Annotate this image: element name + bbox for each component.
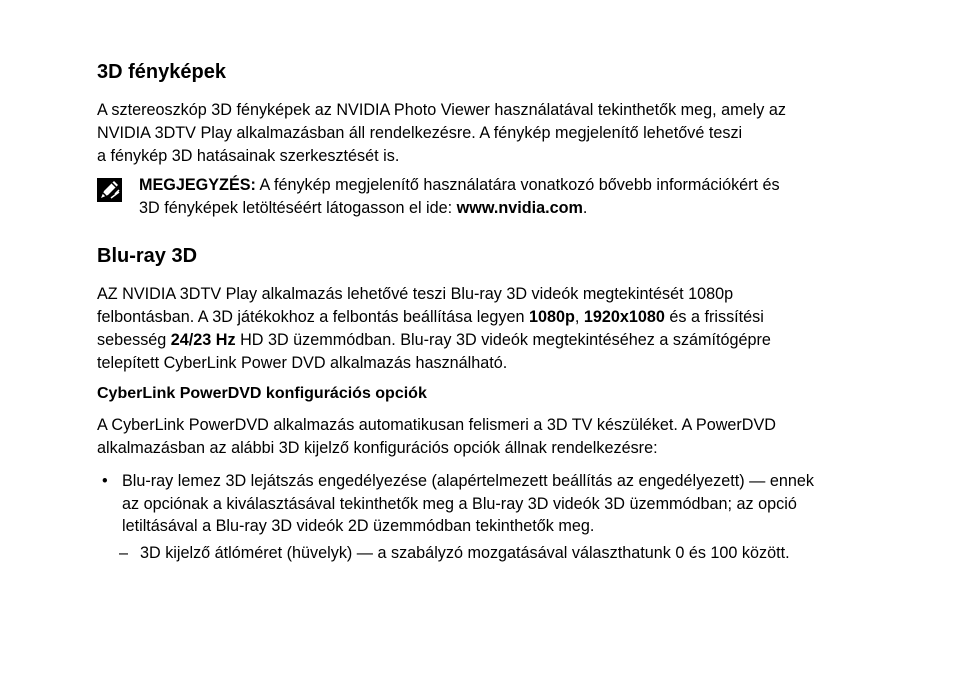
list-item-line: az opciónak a kiválasztásával tekinthetők meg a Blu-ray 3D videók 3D üzemmódban; az opció	[122, 494, 797, 513]
resolution-1080p: 1080p	[528, 308, 575, 326]
pencil-note-icon	[97, 178, 122, 202]
list-item-line: letiltásával a Blu-ray 3D videók 2D üzemmódban tekinthetők meg.	[122, 517, 595, 535]
dash-marker: –	[119, 543, 129, 562]
section-heading-3d-photos: 3D fényképek	[97, 61, 226, 83]
paragraph-line: telepített CyberLink Power DVD alkalmazás használható.	[97, 354, 508, 372]
paragraph-line: felbontásban. A 3D játékokhoz a felbontás beállítása legyen	[97, 308, 529, 326]
paragraph-line: NVIDIA 3DTV Play alkalmazásban áll rendelkezésre. A fénykép megjelenítő lehetővé teszi	[97, 124, 743, 142]
paragraph-line: HD 3D üzemmódban. Blu-ray 3D videók megtekintéséhez a számítógépre	[235, 331, 771, 349]
resolution-1920x1080: 1920x1080	[583, 308, 665, 326]
bullet-marker: •	[102, 472, 108, 490]
note-label: MEGJEGYZÉS:	[139, 176, 256, 194]
paragraph-line: AZ NVIDIA 3DTV Play alkalmazás lehetővé teszi Blu-ray 3D videók megtekintését 1080p	[97, 285, 734, 303]
paragraph-line: alkalmazásban az alábbi 3D kijelző konfigurációs opciók állnak rendelkezésre:	[97, 439, 658, 457]
options-list	[97, 470, 897, 564]
paragraph-powerdvd	[97, 414, 887, 460]
paragraph-line: A CyberLink PowerDVD alkalmazás automatikusan felismeri a 3D TV készüléket. A PowerDVD	[97, 416, 776, 434]
paragraph-line: sebesség	[97, 331, 171, 349]
note-text-line: A fénykép megjelenítő használatára vonatkozó bővebb információkért és	[255, 176, 780, 194]
paragraph-line: és a frissítési	[664, 308, 764, 326]
sub-list-item	[97, 542, 897, 565]
list-item-line: Blu-ray lemez 3D lejátszás engedélyezése (alapértelmezett beállítás az engedélyezett) — ennek	[122, 472, 814, 490]
paragraph-line: A sztereoszkóp 3D fényképek az NVIDIA Photo Viewer használatával tekinthetők meg, amely az	[97, 101, 786, 119]
sub-list-item-text: 3D kijelző átlóméret (hüvelyk) — a szabályzó mozgatásával választhatunk 0 és 100 között.	[140, 543, 790, 562]
section-heading-bluray-3d: Blu-ray 3D	[97, 245, 198, 267]
paragraph-3d-photos	[97, 99, 887, 168]
note-text-line: 3D fényképek letöltéséért látogasson el ide:	[139, 199, 457, 217]
subheading-powerdvd-options: CyberLink PowerDVD konfigurációs opciók	[97, 385, 427, 402]
note-text	[139, 174, 879, 220]
paragraph-bluray	[97, 283, 887, 375]
nvidia-link[interactable]: www.nvidia.com	[456, 199, 583, 217]
paragraph-line: a fénykép 3D hatásainak szerkesztését is.	[97, 147, 400, 165]
list-item	[97, 470, 897, 538]
separator: ,	[574, 308, 584, 326]
refresh-rate: 24/23 Hz	[170, 331, 236, 349]
note-end: .	[582, 199, 588, 217]
